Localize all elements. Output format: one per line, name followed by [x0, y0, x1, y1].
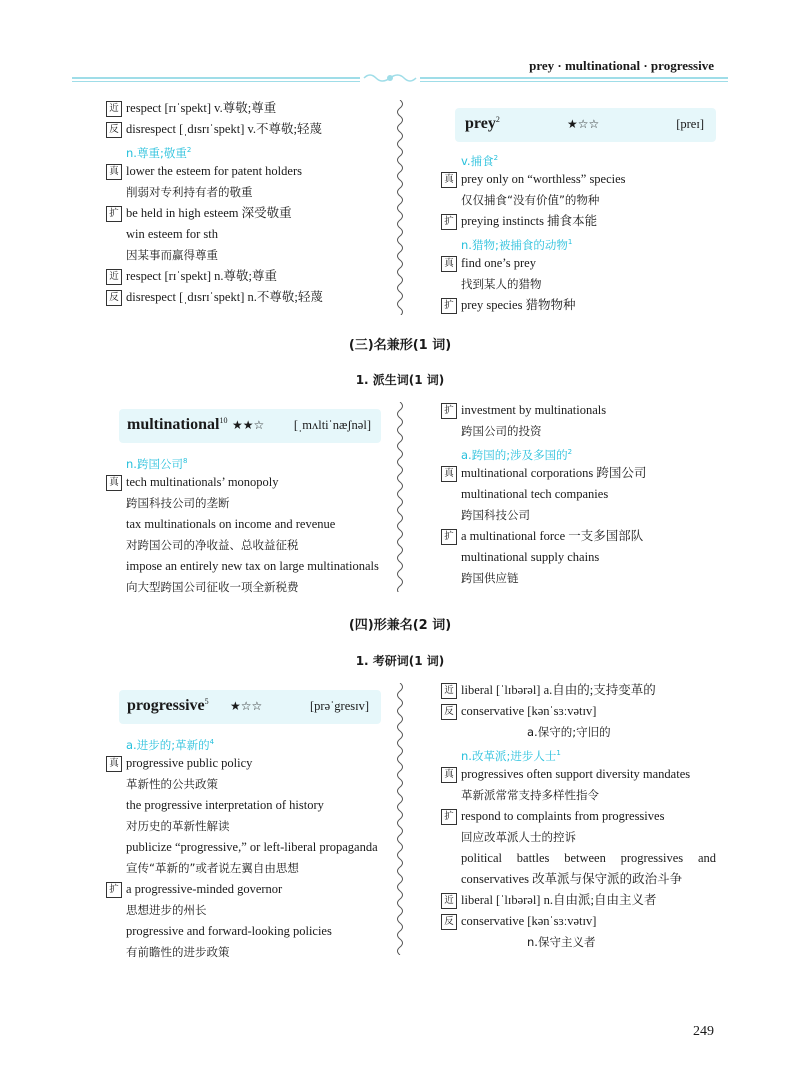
entry-text: n.保守主义者: [527, 935, 596, 949]
entry-line: [106, 472, 391, 493]
entry-text: win esteem for sth: [126, 227, 218, 241]
entry-text: tech multinationals’ monopoly: [126, 475, 279, 489]
label-badge: 扩: [441, 298, 457, 314]
entry-text: impose an entirely new tax on large multinationals: [126, 559, 379, 573]
label-badge: 真: [441, 256, 457, 272]
running-header: prey · multinational · progressive: [529, 58, 714, 73]
phonetic: [preɪ]: [676, 117, 704, 131]
label-badge: 反: [106, 290, 122, 306]
headword-progressive: progressive$^5$: [127, 697, 209, 715]
entry-line: [106, 224, 391, 245]
sense-definition: n.改革派;进步人士$^1$: [461, 748, 561, 763]
entry-line: [106, 577, 391, 598]
entry-line: [106, 795, 391, 816]
entry-line: [106, 140, 391, 161]
entry-line: [106, 451, 391, 472]
entry-line: [441, 722, 731, 743]
entry-text: tax multinationals on income and revenue: [126, 517, 336, 531]
entry-text: find one’s prey: [461, 256, 536, 270]
entry-text: 找到某人的猎物: [461, 277, 542, 291]
entry-text: respond to complaints from progressives: [461, 809, 665, 823]
entry-line: [106, 774, 391, 795]
entry-line: [106, 837, 391, 858]
entry-line: [441, 526, 731, 547]
entry-text: conservatives 改革派与保守派的政治斗争: [461, 872, 683, 886]
entry-line: [441, 848, 731, 869]
entry-text: 向大型跨国公司征收一项全新税费: [126, 580, 299, 594]
sense-definition: n.尊重;敬重$^2$: [126, 145, 192, 160]
entry-line: [106, 900, 391, 921]
phonetic: [prəˈgresɪv]: [310, 699, 369, 713]
multinational-left-column: [106, 451, 391, 598]
entry-line: [441, 869, 731, 890]
entry-line: [106, 182, 391, 203]
label-badge: 反: [441, 914, 457, 930]
entry-text: progressive and forward-looking policies: [126, 924, 332, 938]
entry-line: [441, 190, 731, 211]
entry-line: [441, 463, 731, 484]
label-badge: 扩: [441, 403, 457, 419]
label-badge: 反: [441, 704, 457, 720]
section-heading: (四)形兼名(2 词): [348, 618, 452, 633]
page-number: 249: [693, 1024, 714, 1039]
entry-text: 跨国公司的投资: [461, 424, 542, 438]
entry-line: [106, 266, 391, 287]
sense-definition: n.跨国公司$^8$: [126, 456, 188, 471]
label-badge: 真: [441, 466, 457, 482]
entry-line: [106, 161, 391, 182]
label-badge: 近: [106, 101, 122, 117]
entry-line: [441, 743, 731, 764]
entry-text: a progressive-minded governor: [126, 882, 283, 896]
entry-line: [441, 400, 731, 421]
entry-text: disrespect [ˌdɪsrɪˈspekt] v.不尊敬;轻蔑: [126, 122, 323, 136]
entry-line: [441, 421, 731, 442]
entry-text: political battles between progressives and: [461, 851, 716, 865]
entry-line: [106, 816, 391, 837]
entry-line: [441, 806, 731, 827]
phonetic: [ˌmʌltiˈnæʃnəl]: [293, 418, 371, 432]
entry-line: [106, 921, 391, 942]
entry-line: [441, 274, 731, 295]
entry-text: multinational corporations 跨国公司: [461, 466, 647, 480]
entry-text: respect [rɪˈspekt] v.尊敬;尊重: [126, 101, 277, 115]
entry-text: the progressive interpretation of history: [126, 798, 324, 812]
esteem-entry-column: [106, 98, 391, 308]
progressive-left-column: [106, 732, 391, 963]
entry-text: 因某事而赢得尊重: [126, 248, 218, 262]
label-badge: 反: [106, 122, 122, 138]
entry-text: be held in high esteem 深受敬重: [126, 206, 292, 220]
entry-line: [441, 211, 731, 232]
entry-line: [441, 484, 731, 505]
entry-text: 革新性的公共政策: [126, 777, 218, 791]
entry-text: publicize “progressive,” or left-liberal propaganda: [126, 840, 378, 854]
entry-line: [106, 753, 391, 774]
label-badge: 真: [106, 475, 122, 491]
entry-text: investment by multinationals: [461, 403, 607, 417]
sense-definition: n.猎物;被捕食的动物$^1$: [461, 237, 573, 252]
entry-line: [106, 879, 391, 900]
headword-multinational: multinational$^{10}$: [127, 416, 228, 434]
entry-text: prey only on “worthless” species: [461, 172, 626, 186]
entry-line: [106, 858, 391, 879]
frequency-stars: ★☆☆: [230, 699, 263, 713]
entry-line: [441, 148, 731, 169]
progressive-headword-box: [119, 690, 381, 724]
subsection-heading: 1. 派生词(1 词): [355, 373, 445, 387]
entry-line: [441, 890, 731, 911]
entry-line: [441, 827, 731, 848]
entry-line: [106, 942, 391, 963]
entry-text: 跨国供应链: [461, 571, 519, 585]
subsection-heading: 1. 考研词(1 词): [355, 654, 445, 668]
label-badge: 近: [441, 683, 457, 699]
entry-text: preying instincts 捕食本能: [461, 214, 598, 228]
entry-line: [441, 568, 731, 589]
entry-line: [441, 785, 731, 806]
entry-line: [441, 169, 731, 190]
entry-line: [106, 535, 391, 556]
entry-text: 宣传“革新的”或者说左翼自由思想: [126, 861, 299, 875]
entry-line: [441, 505, 731, 526]
entry-line: [106, 245, 391, 266]
sense-definition: v.捕食$^2$: [461, 153, 499, 168]
entry-line: [106, 556, 391, 577]
entry-text: 跨国科技公司: [461, 508, 530, 522]
label-badge: 扩: [441, 809, 457, 825]
entry-text: 思想进步的州长: [126, 903, 207, 917]
entry-line: [106, 514, 391, 535]
entry-text: conservative [kənˈsɜːvətɪv]: [461, 914, 597, 928]
entry-text: respect [rɪˈspekt] n.尊敬;尊重: [126, 269, 278, 283]
multinational-headword-box: [119, 409, 381, 443]
entry-text: liberal [ˈlɪbərəl] a.自由的;支持变革的: [461, 683, 656, 697]
label-badge: 真: [106, 164, 122, 180]
entry-text: multinational tech companies: [461, 487, 609, 501]
entry-line: [106, 732, 391, 753]
multinational-right-column: [441, 400, 731, 589]
entry-line: [441, 232, 731, 253]
entry-text: 削弱对专利持有者的敬重: [126, 185, 253, 199]
entry-text: 仅仅捕食“没有价值”的物种: [461, 193, 600, 207]
progressive-right-column: [441, 680, 731, 953]
entry-text: progressives often support diversity mandates: [461, 767, 691, 781]
entry-text: multinational supply chains: [461, 550, 600, 564]
prey-headword-box: [455, 108, 716, 142]
label-badge: 近: [106, 269, 122, 285]
entry-text: 回应改革派人士的控诉: [461, 830, 576, 844]
entry-text: 革新派常常支持多样性指令: [461, 788, 599, 802]
frequency-stars: ★★☆: [232, 418, 265, 432]
column-divider: [393, 100, 407, 315]
prey-entry-column: [441, 148, 731, 316]
entry-line: [441, 680, 731, 701]
entry-text: 有前瞻性的进步政策: [126, 945, 230, 959]
frequency-stars: ★☆☆: [567, 117, 600, 131]
entry-line: [106, 98, 391, 119]
label-badge: 扩: [106, 882, 122, 898]
entry-text: a.保守的;守旧的: [527, 725, 611, 739]
label-badge: 扩: [106, 206, 122, 222]
entry-text: 对历史的革新性解读: [126, 819, 230, 833]
label-badge: 真: [441, 767, 457, 783]
entry-line: [441, 932, 731, 953]
entry-line: [106, 203, 391, 224]
entry-text: a multinational force 一支多国部队: [461, 529, 644, 543]
entry-line: [106, 493, 391, 514]
label-badge: 近: [441, 893, 457, 909]
label-badge: 真: [441, 172, 457, 188]
sense-definition: a.进步的;革新的$^4$: [126, 737, 215, 752]
entry-text: liberal [ˈlɪbərəl] n.自由派;自由主义者: [461, 893, 657, 907]
entry-line: [106, 119, 391, 140]
entry-line: [441, 295, 731, 316]
entry-line: [441, 253, 731, 274]
entry-text: 对跨国公司的净收益、总收益征税: [126, 538, 299, 552]
sense-definition: a.跨国的;涉及多国的$^2$: [461, 447, 573, 462]
column-divider: [393, 402, 407, 592]
entry-line: [441, 911, 731, 932]
section-heading: (三)名兼形(1 词): [348, 338, 452, 353]
label-badge: 扩: [441, 214, 457, 230]
column-divider: [393, 683, 407, 955]
entry-line: [106, 287, 391, 308]
entry-text: prey species 猎物物种: [461, 298, 576, 312]
label-badge: 真: [106, 756, 122, 772]
ornament-icon: [360, 70, 420, 86]
entry-text: conservative [kənˈsɜːvətɪv]: [461, 704, 597, 718]
label-badge: 扩: [441, 529, 457, 545]
entry-text: lower the esteem for patent holders: [126, 164, 302, 178]
headword-prey: prey$^2$: [465, 115, 500, 133]
entry-text: 跨国科技公司的垄断: [126, 496, 230, 510]
entry-line: [441, 764, 731, 785]
entry-line: [441, 547, 731, 568]
entry-line: [441, 701, 731, 722]
entry-text: progressive public policy: [126, 756, 253, 770]
entry-line: [441, 442, 731, 463]
entry-text: disrespect [ˌdɪsrɪˈspekt] n.不尊敬;轻蔑: [126, 290, 323, 304]
